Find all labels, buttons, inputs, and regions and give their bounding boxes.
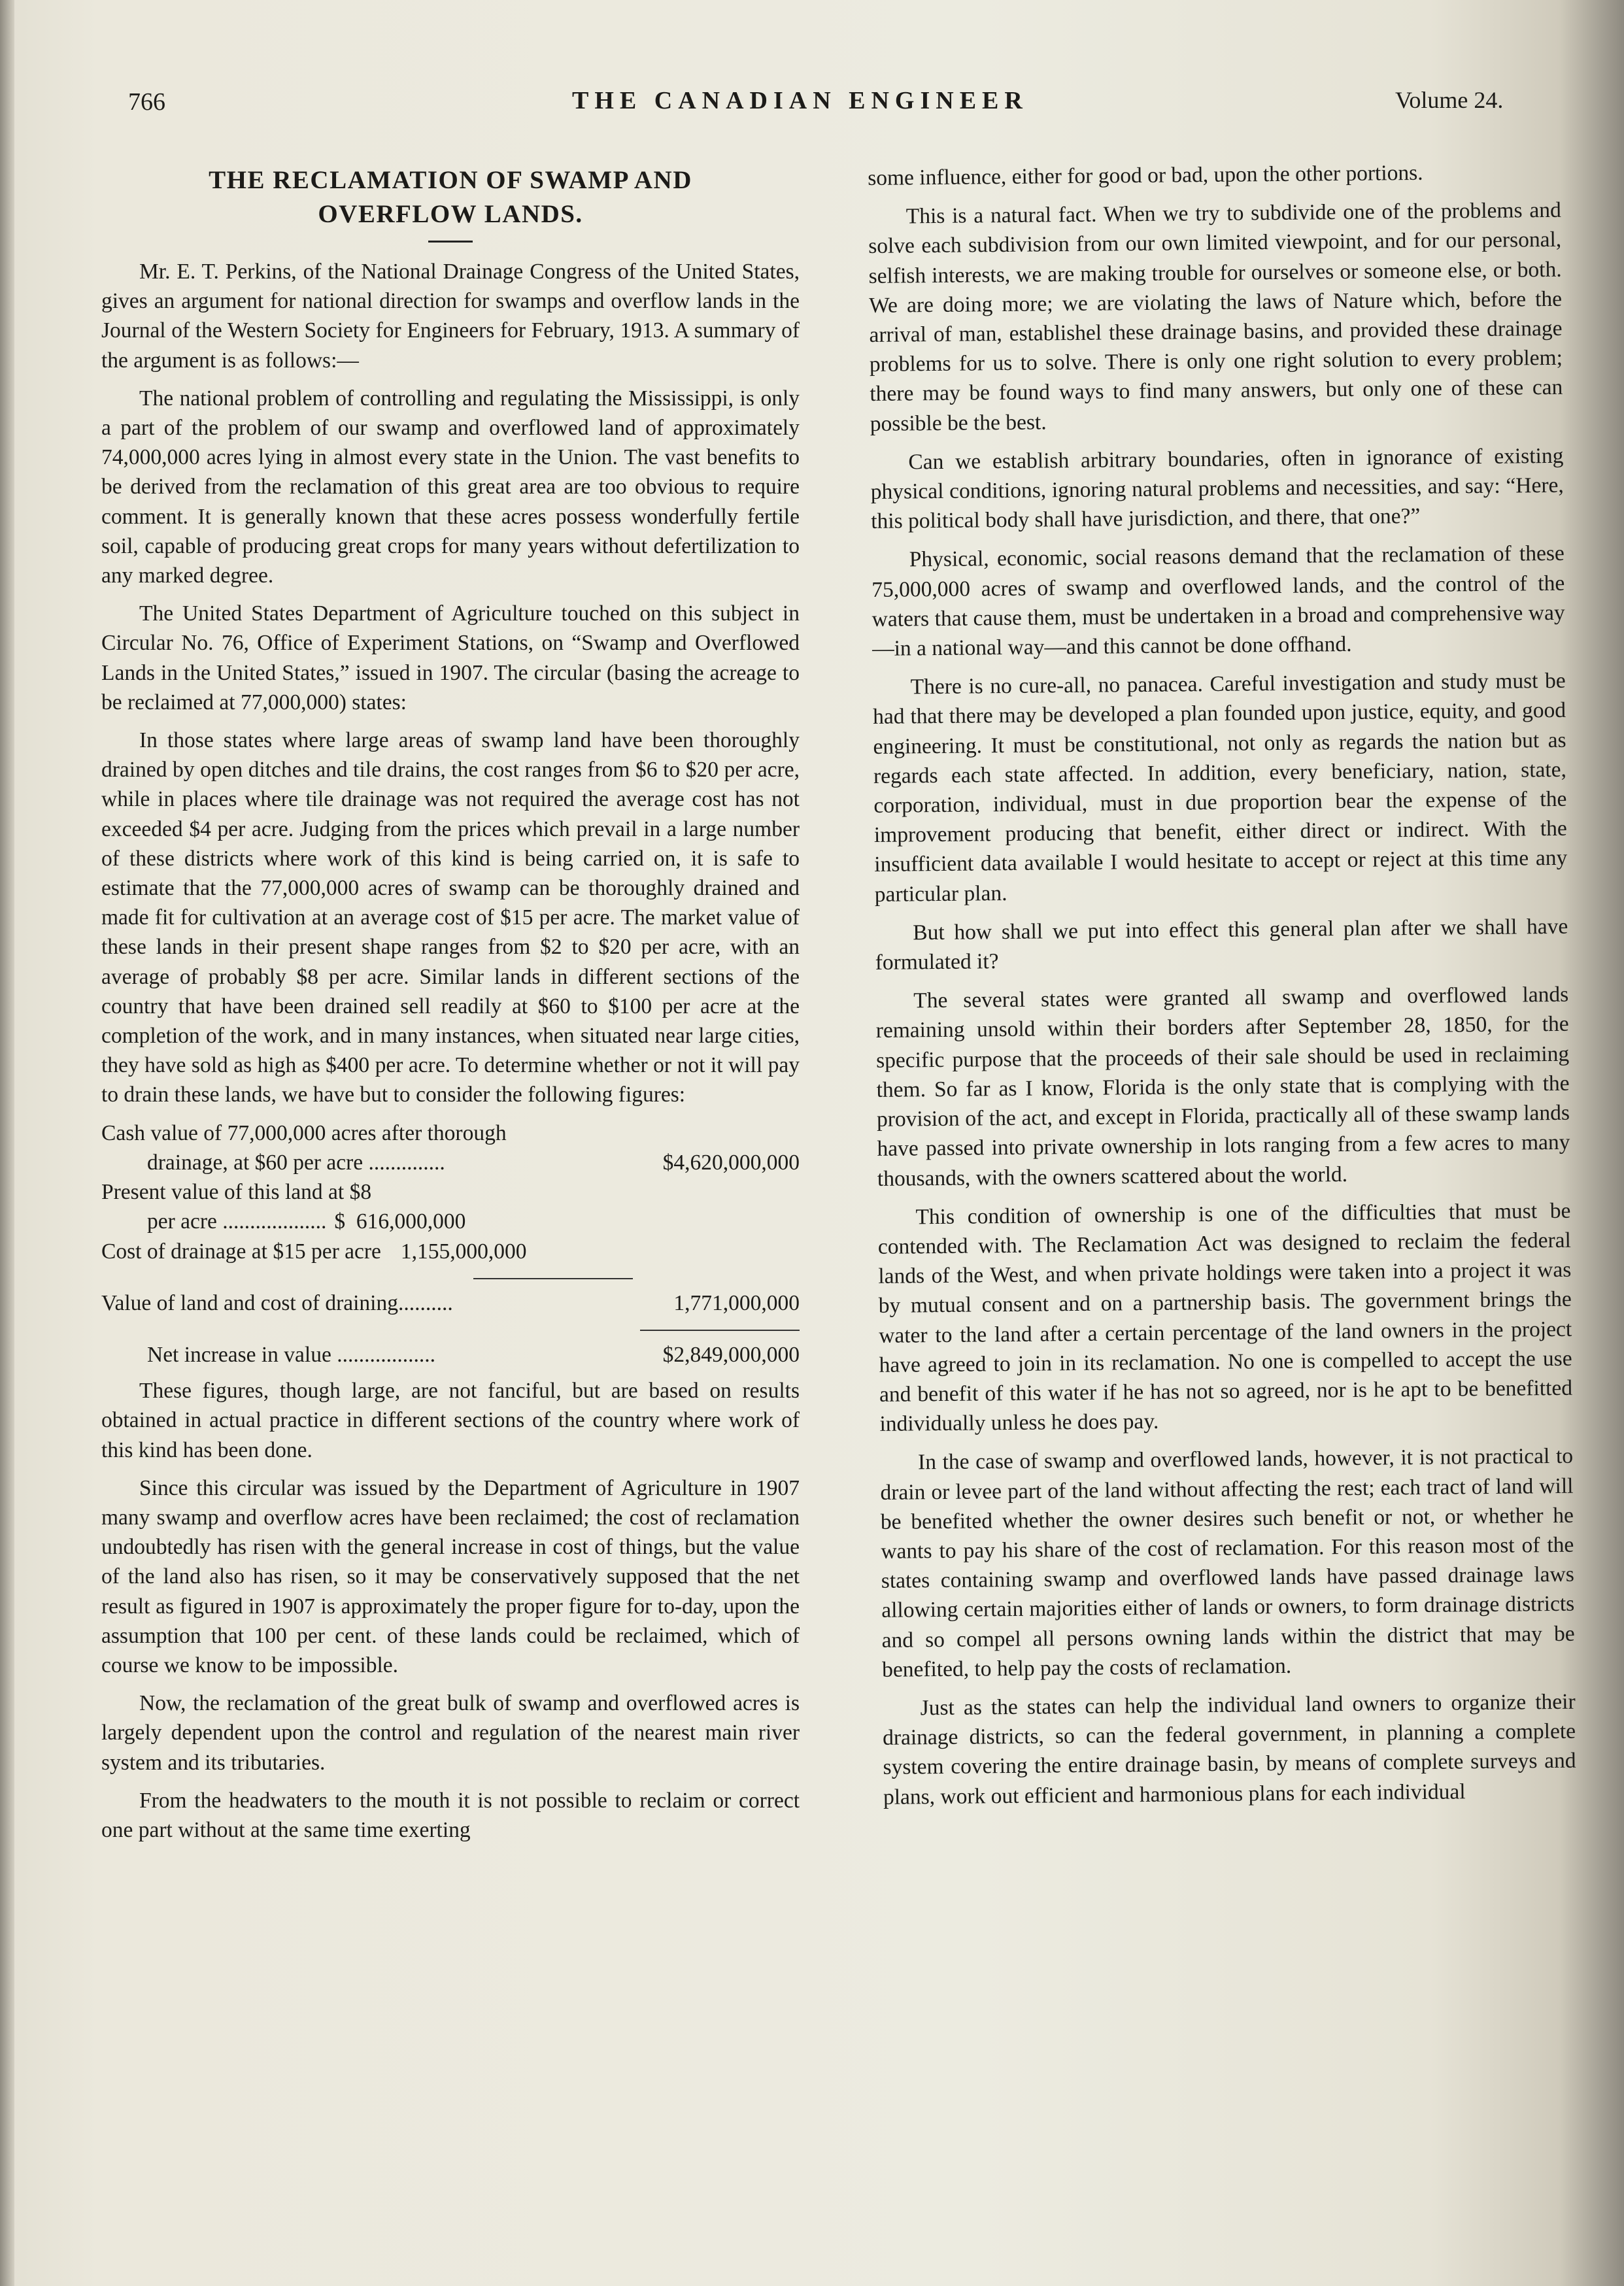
paragraph: The several states were granted all swamp and overflowed lands remaining unsold within their borders after September 28, 1850, for the specific purpose that the proceeds of their sale should be used in reclaiming them. So far as I know, Florida is the only state that is complying with the provision of the act, and except in Florida, practically all of these swamp lands have passed into private ownership in lots ranging from a few acres to many thousands, with the owners scattered about the world. — [875, 983, 1570, 1191]
paragraph: But how shall we put into effect this general plan after we shall have formulated it? — [875, 914, 1568, 975]
paragraph: Can we establish arbitrary boundaries, often in ignorance of existing physical conditions, ignoring natural problems and necessities, and say: “Here, this political body shall have jurisdiction, and there, that one?” — [870, 443, 1564, 534]
paragraph: Just as the states can help the individual land owners to organize their drainage districts, so can the federal government, in planning a complete system covering the entire drainage basin, by means of complete surveys and plans, work out efficient and harmonious plans for each individual — [882, 1689, 1576, 1809]
right-column — [868, 157, 1576, 1821]
paragraph: some influence, either for good or bad, upon the other portions. — [868, 160, 1423, 190]
paragraph: The United States Department of Agriculture touched on this subject in Circular No. 76, Office of Experiment Stations, on “Swamp and Overflowed Lands in the United States,” issued in 1907. The circular (basing the acreage to be reclaimed at 77,000,000) states: — [101, 601, 800, 714]
article-title-line-1: THE RECLAMATION OF SWAMP AND — [209, 166, 692, 194]
figures-value: $ 616,000,000 — [334, 1209, 466, 1234]
figures-label: Net increase in value .................. — [147, 1342, 435, 1367]
paragraph: There is no cure-all, no panacea. Careful investigation and study must be had that there may be developed a plan founded upon justice, equity, and good engineering. It must be constitutional, not only as regards the nation but as regards each state affected. In addition, every beneficiary, nation, state, corporation, individual, must in due proportion bear the expense of the improvement producing that benefit, either direct or indirect. With the insufficient data available I would hesitate to accept or reject at this time any particular plan. — [872, 669, 1568, 907]
volume-label: Volume 24. — [1395, 87, 1504, 113]
figures-row — [101, 1148, 800, 1177]
paragraph: Physical, economic, social reasons demand that the reclamation of these 75,000,000 acres of swamp and overflowed lands, and the control of the waters that cause them, must be undertaken in a broad and comprehensive way—in a national way—and this cannot be done offhand. — [871, 541, 1565, 662]
paragraph: This condition of ownership is one of the difficulties that must be contended with. The Reclamation Act was designed to reclaim the federal lands of the West, and when private holdings were taken into a project it was by mutual consent and on a partnership basis. The government brings the water to the land after a certain percentage of the land owners in the project have agreed to join in its reclamation. No one is compelled to accept the use and benefit of this water if he has not so agreed, nor is he apt to be benefitted individually unless he does pay. — [877, 1198, 1573, 1437]
figures-value: 1,771,000,000 — [673, 1290, 800, 1315]
figures-label: drainage, at $60 per acre .............. — [147, 1150, 445, 1175]
paragraph: These figures, though large, are not fanciful, but are based on results obtained in actual practice in different sections of the country where work of this kind has been done. — [101, 1379, 800, 1462]
figures-label: Cost of drainage at $15 per acre — [101, 1239, 381, 1264]
paragraph: In the case of swamp and overflowed lands, however, it is not practical to drain or levee part of the land without affecting the rest; each tract of land will be benefited whether the owner desires such benefit or not, or whether he wants to pay his share of the cost of reclamation. For this reason most of the states containing swamp and overflowed lands have passed drainage laws allowing certain majorities either of lands or owners, to form drainage districts and so compel all persons owning lands within the district that may be benefited, to help pay the costs of reclamation. — [880, 1444, 1575, 1682]
figures-value: 1,155,000,000 — [400, 1239, 527, 1264]
running-header — [0, 84, 1624, 123]
figures-row — [101, 1288, 800, 1318]
article-title — [101, 163, 800, 231]
figures-row — [101, 1177, 800, 1207]
figures-table — [101, 1118, 800, 1370]
figures-value: $2,849,000,000 — [662, 1342, 800, 1367]
figures-total-rule — [640, 1330, 800, 1331]
page-number: 766 — [128, 88, 165, 116]
article-title-line-2: OVERFLOW LANDS. — [318, 200, 583, 228]
figures-row — [101, 1118, 800, 1148]
paragraph: Since this circular was issued by the Department of Agriculture in 1907 many swamp and overflow acres have been reclaimed; the cost of reclamation undoubtedly has risen with the general increase in cost of things, but the value of the land also has risen, so it may be conservatively supposed that the net result as figured in 1907 is approximately the proper figure for to-day, upon the assumption that 100 per cent. of these lands could be reclaimed, which of course we know to be impossible. — [101, 1475, 800, 1677]
title-rule — [428, 241, 473, 243]
journal-title: THE CANADIAN ENGINEER — [572, 87, 1028, 114]
figures-row — [101, 1237, 800, 1266]
paragraph: From the headwaters to the mouth it is not possible to reclaim or correct one part without at the same time exerting — [101, 1788, 800, 1842]
paragraph: Mr. E. T. Perkins, of the National Drainage Congress of the United States, gives an argument for national direction for swamps and overflow lands in the Journal of the Western Society for Engineers for February, 1913. A summary of the argument is as follows:— — [101, 260, 800, 373]
paragraph: This is a natural fact. When we try to subdivide one of the problems and solve each subdivision from our own limited viewpoint, and for our personal, selfish interests, we are making trouble for ourselves or someone else, or both. We are doing more; we are violating the laws of Nature which, before the arrival of man, establishel these drainage basins, and provided these drainage problems for us to solve. There is only one right solution to every problem; there may be found ways to find many answers, but only one of these can possible be the best. — [868, 198, 1563, 436]
paragraph: Now, the reclamation of the great bulk of swamp and overflowed acres is largely dependent upon the control and regulation of the nearest main river system and its tributaries. — [101, 1691, 800, 1775]
left-column — [101, 163, 800, 1853]
figures-label: Value of land and cost of draining.......... — [101, 1290, 453, 1315]
figures-row — [101, 1207, 800, 1236]
figures-row — [101, 1340, 800, 1370]
paragraph: The national problem of controlling and regulating the Mississippi, is only a part of the problem of our swamp and overflowed land of approximately 74,000,000 acres lying in almost every state in the Union. The vast benefits to be derived from the reclamation of this great area are too obvious to require comment. It is generally known that these acres possess wonderfully fertile soil, capable of producing great crops for many years without defertilization to any marked degree. — [101, 386, 800, 588]
figures-value: $4,620,000,000 — [662, 1150, 800, 1175]
figures-label: Cash value of 77,000,000 acres after thorough — [101, 1120, 507, 1145]
paragraph: In those states where large areas of swamp land have been thoroughly drained by open ditches and tile drains, the cost ranges from $6 to $20 per acre, while in places where tile drainage was not required the average cost has not exceeded $4 per acre. Judging from the prices which prevail in a large number of these districts where work of this kind is being carried on, it is safe to estimate that the 77,000,000 acres of swamp can be thoroughly drained and made fit for cultivation at an average cost of $15 per acre. The market value of these lands in their present shape ranges from $2 to $20 per acre, with an average of probably $8 per acre. Similar lands in different sections of the country that have been drained sell readily at $60 to $100 per acre at the completion of the work, and in many instances, when situated near large cities, they have sold as high as $400 per acre. To determine whether or not it will pay to drain these lands, we have but to consider the following figures: — [101, 728, 800, 1107]
figures-label: per acre ................... — [147, 1209, 327, 1234]
figures-label: Present value of this land at $8 — [101, 1180, 372, 1205]
page-binding-edge — [0, 0, 14, 2286]
figures-subtotal-rule — [473, 1278, 633, 1279]
